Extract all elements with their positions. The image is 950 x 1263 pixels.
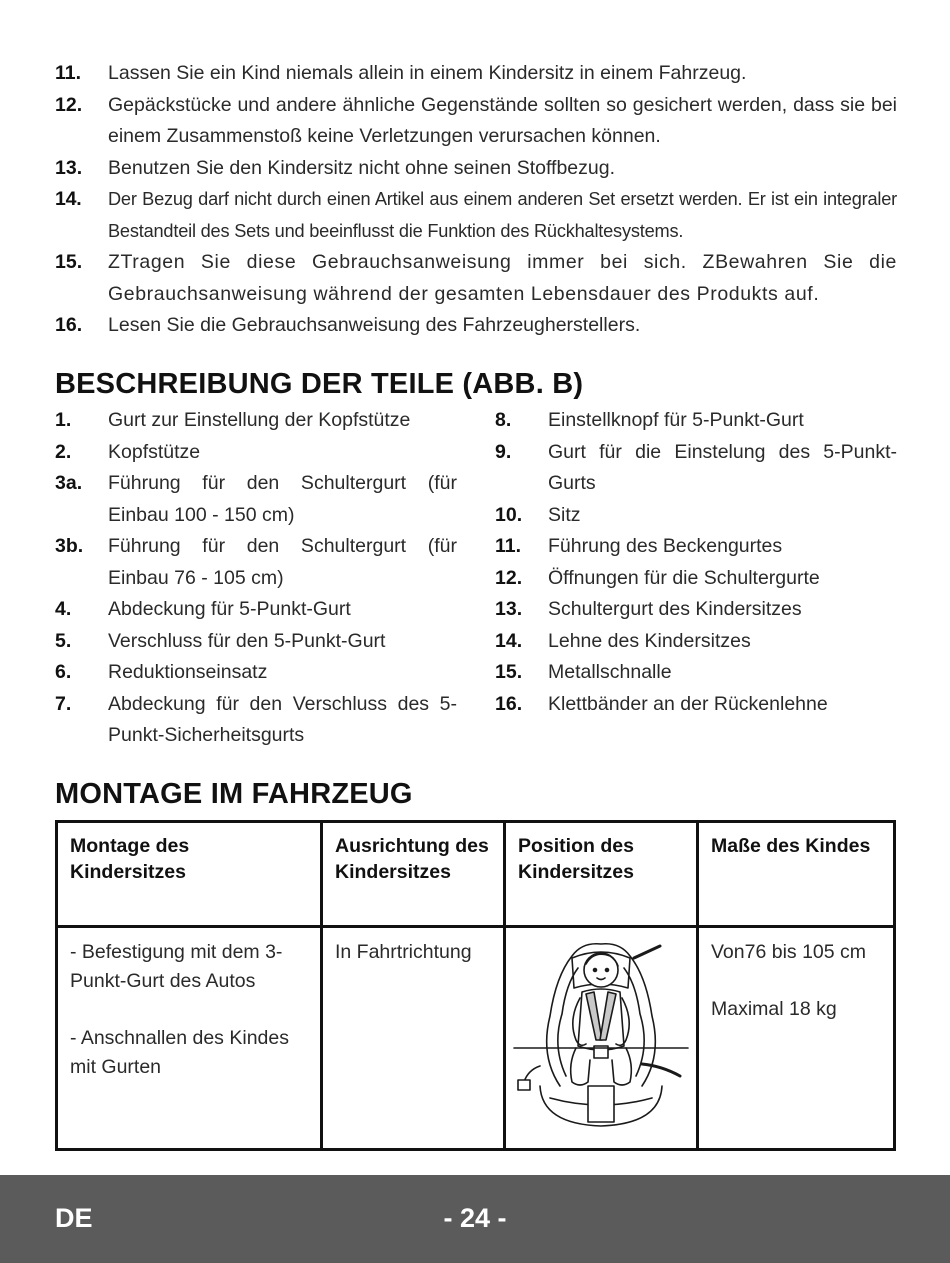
list-item <box>495 626 897 658</box>
parts-list-left <box>55 405 457 752</box>
item-number: 8. <box>495 409 512 431</box>
table-header-row <box>57 822 895 927</box>
montage-table <box>55 820 896 1151</box>
list-item <box>55 310 897 342</box>
item-text: Führung für den Schultergurt (für Einbau 76 - 105 cm) <box>108 535 457 589</box>
language-code: DE <box>55 1203 93 1233</box>
list-item <box>55 657 457 689</box>
list-item <box>495 563 897 595</box>
child-height-range: Von76 bis 105 cm <box>711 941 867 963</box>
cell-installation <box>57 927 322 1150</box>
item-number: 15. <box>495 661 523 683</box>
table-row <box>57 927 895 1150</box>
item-number: 9. <box>495 440 512 463</box>
header-installation: Montage des Kindersitzes <box>57 822 322 927</box>
item-text: Metallschnalle <box>548 661 672 683</box>
item-number: 14. <box>55 188 82 210</box>
item-number: 1. <box>55 409 72 431</box>
item-text: Kopfstütze <box>108 440 201 463</box>
install-method-belt: - Befestigung mit dem 3-Punkt-Gurt des Autos <box>70 941 283 992</box>
list-item <box>55 468 457 531</box>
item-number: 5. <box>55 629 72 652</box>
item-number: 11. <box>55 62 82 84</box>
list-item <box>55 531 457 594</box>
item-number: 7. <box>55 692 72 715</box>
item-text: Lassen Sie ein Kind niemals allein in einem Kindersitz in einem Fahrzeug. <box>108 62 747 84</box>
header-direction: Ausrichtung des Kindersitzes <box>322 822 505 927</box>
child-max-weight: Maximal 18 kg <box>711 998 837 1020</box>
list-item <box>495 405 897 437</box>
item-number: 10. <box>495 503 523 526</box>
item-text: Benutzen Sie den Kindersitz nicht ohne seinen Stoffbezug. <box>108 156 615 179</box>
item-number: 11. <box>495 535 522 557</box>
list-item <box>495 500 897 532</box>
cell-position <box>505 927 698 1150</box>
item-text: Abdeckung für 5-Punkt-Gurt <box>108 598 351 620</box>
cell-direction: In Fahrtrichtung <box>322 927 505 1150</box>
item-text: ZTragen Sie diese Gebrauchsanweisung immer bei sich. ZBewahren Sie die Gebrauchsanweisung während der gesamten Lebensdauer des Produkts auf. <box>108 251 897 305</box>
list-item <box>495 689 897 721</box>
list-item <box>495 531 897 563</box>
page-number: - 24 - <box>443 1203 507 1233</box>
safety-list <box>55 58 897 342</box>
item-number: 4. <box>55 598 72 620</box>
item-number: 13. <box>495 598 523 620</box>
item-number: 2. <box>55 440 72 463</box>
parts-list-right <box>495 405 897 720</box>
page-footer <box>0 1175 950 1263</box>
item-text: Öffnungen für die Schultergurte <box>548 566 820 589</box>
header-position: Position des Kindersitzes <box>505 822 698 927</box>
montage-heading: MONTAGE IM FAHRZEUG <box>55 778 413 810</box>
item-text: Sitz <box>548 503 581 526</box>
item-number: 12. <box>495 566 523 589</box>
list-item <box>55 405 457 437</box>
item-number: 3b. <box>55 535 84 557</box>
list-item <box>55 247 897 310</box>
item-text: Reduktionseinsatz <box>108 661 268 683</box>
item-number: 3a. <box>55 472 83 494</box>
item-text: Lesen Sie die Gebrauchsanweisung des Fahrzeugherstellers. <box>108 314 641 336</box>
list-item <box>55 184 897 247</box>
item-text: Schultergurt des Kindersitzes <box>548 598 802 620</box>
item-number: 6. <box>55 661 72 683</box>
parts-heading: BESCHREIBUNG DER TEILE (ABB. B) <box>55 368 584 400</box>
list-item <box>55 153 897 185</box>
item-text: Gurt zur Einstellung der Kopfstütze <box>108 409 411 431</box>
item-text: Gurt für die Einstelung des 5-Punkt-Gurts <box>548 440 897 494</box>
item-number: 12. <box>55 93 83 116</box>
child-seat-illustration <box>510 936 692 1132</box>
list-item <box>55 689 457 752</box>
header-child-size: Maße des Kindes <box>698 822 895 927</box>
cell-child-size <box>698 927 895 1150</box>
list-item <box>55 626 457 658</box>
list-item <box>55 437 457 469</box>
item-number: 13. <box>55 156 83 179</box>
list-item <box>55 594 457 626</box>
item-number: 14. <box>495 629 523 652</box>
list-item <box>495 657 897 689</box>
list-item <box>495 437 897 500</box>
item-text: Der Bezug darf nicht durch einen Artikel aus einem anderen Set ersetzt werden. Er ist ein integraler Bestandteil des Sets und beeinflusst die Funktion des Rückhaltesystems. <box>108 189 897 241</box>
item-text: Klettbänder an der Rückenlehne <box>548 692 828 715</box>
list-item <box>55 58 897 90</box>
item-number: 15. <box>55 251 83 273</box>
item-text: Lehne des Kindersitzes <box>548 629 751 652</box>
install-method-harness: - Anschnallen des Kindes mit Gurten <box>70 1027 289 1078</box>
list-item <box>495 594 897 626</box>
item-text: Verschluss für den 5-Punkt-Gurt <box>108 629 386 652</box>
item-number: 16. <box>55 314 83 336</box>
item-number: 16. <box>495 692 523 715</box>
item-text: Gepäckstücke und andere ähnliche Gegenstände sollten so gesichert werden, dass sie bei einem Zusammenstoß keine Verletzungen verursachen können. <box>108 93 897 147</box>
item-text: Führung für den Schultergurt (für Einbau 100 - 150 cm) <box>108 472 457 526</box>
list-item <box>55 90 897 153</box>
item-text: Einstellknopf für 5-Punkt-Gurt <box>548 409 804 431</box>
item-text: Führung des Beckengurtes <box>548 535 783 557</box>
item-text: Abdeckung für den Verschluss des 5-Punkt-Sicherheitsgurts <box>108 692 457 746</box>
